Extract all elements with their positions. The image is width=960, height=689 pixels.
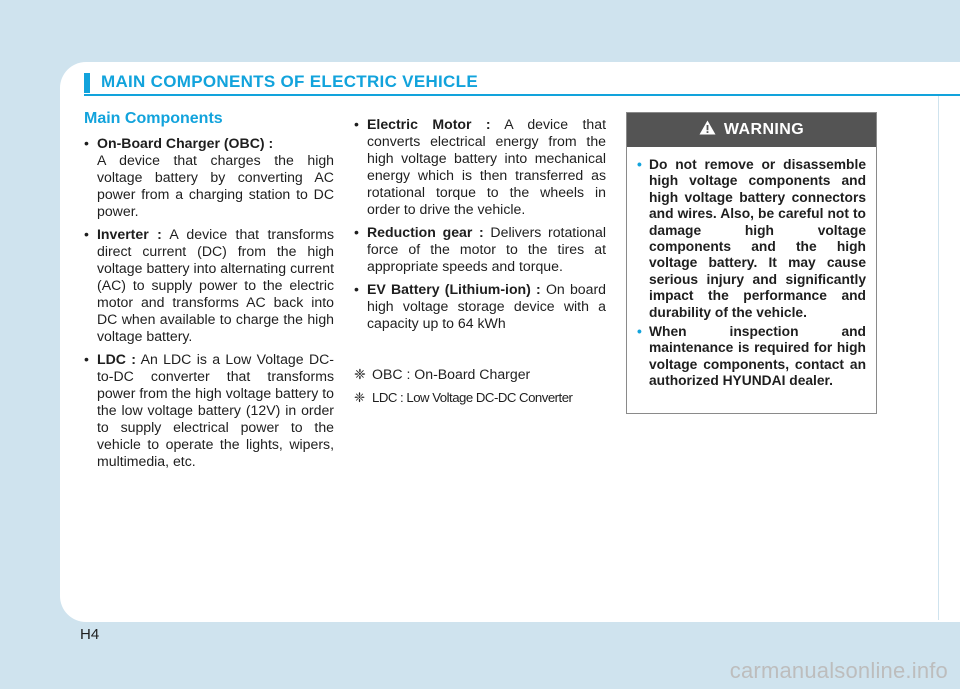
spacer bbox=[354, 338, 606, 360]
bullet: • bbox=[84, 226, 89, 242]
warning-item bbox=[637, 324, 866, 390]
component-item-obc bbox=[84, 135, 334, 220]
left-column bbox=[84, 110, 334, 476]
component-description: Delivers rotational force of the motor to the tires at appropriate speeds and torque. bbox=[367, 224, 606, 274]
component-item-inverter bbox=[84, 226, 334, 345]
component-item-ldc bbox=[84, 351, 334, 470]
note-mark: ❈ bbox=[354, 366, 366, 382]
bullet: • bbox=[84, 351, 89, 367]
page-title: MAIN COMPONENTS OF ELECTRIC VEHICLE bbox=[101, 72, 478, 91]
component-item-electric-motor bbox=[354, 116, 606, 218]
warning-box bbox=[626, 112, 877, 414]
component-description: A device that charges the high voltage battery by converting AC power from a charging station to DC power. bbox=[97, 152, 334, 219]
note-mark: ❈ bbox=[354, 390, 365, 405]
page-edge-line bbox=[938, 96, 939, 620]
watermark-text: carmanualsonline.info bbox=[729, 658, 948, 683]
warning-item bbox=[637, 157, 866, 321]
header-underline bbox=[84, 94, 960, 96]
bullet: • bbox=[84, 135, 89, 151]
section-header bbox=[84, 72, 960, 94]
component-item-ev-battery bbox=[354, 281, 606, 332]
note-text: LDC : Low Voltage DC-DC Converter bbox=[372, 390, 573, 405]
warning-triangle-icon bbox=[699, 120, 716, 140]
component-description: On board high voltage storage device with a capacity up to 64 kWh bbox=[367, 281, 606, 331]
bullet: • bbox=[354, 281, 359, 297]
right-column bbox=[354, 116, 606, 406]
warning-text: When inspection and maintenance is required for high voltage components, contact an authorized HYUNDAI dealer. bbox=[649, 324, 866, 389]
component-term: Electric Motor : bbox=[367, 116, 491, 132]
header-accent-bar bbox=[84, 73, 90, 93]
component-description: A device that transforms direct current (DC) from the high voltage battery into alternating current (AC) to supply power to the electric motor and transforms AC back into DC when available to charge the high voltage battery. bbox=[97, 226, 335, 344]
bullet: • bbox=[354, 116, 359, 132]
component-term: LDC : bbox=[97, 351, 136, 367]
warning-header bbox=[627, 113, 876, 147]
bullet: • bbox=[637, 157, 642, 172]
warning-text: Do not remove or disassemble high voltage components and high voltage battery connectors and wires. Also, be careful not to damage high voltage components and the high voltage battery. It may cause serious injury and significantly impact the performance and durability of the vehicle. bbox=[649, 157, 866, 320]
component-term: Reduction gear : bbox=[367, 224, 484, 240]
component-description: An LDC is a Low Voltage DC-to-DC converter that transforms power from the high voltage battery to the low voltage battery (12V) in order to supply electrical power to the vehicle to operate the lights, wipers, multimedia, etc. bbox=[97, 351, 335, 469]
page-number: H4 bbox=[80, 626, 100, 643]
component-term: Inverter : bbox=[97, 226, 162, 242]
note-ldc bbox=[354, 389, 606, 406]
bullet: • bbox=[637, 324, 642, 340]
component-term: EV Battery (Lithium-ion) : bbox=[367, 281, 541, 297]
warning-body bbox=[627, 147, 876, 390]
component-item-reduction-gear bbox=[354, 224, 606, 275]
note-text: OBC : On-Board Charger bbox=[372, 366, 531, 382]
note-obc bbox=[354, 366, 606, 383]
warning-label: WARNING bbox=[723, 121, 805, 138]
component-description: A device that converts electrical energy from the high voltage battery into mechanical energy which is then transferred as rotational torque to the wheels in order to drive the vehicle. bbox=[367, 116, 607, 217]
bullet: • bbox=[354, 224, 359, 240]
section-title: Main Components bbox=[84, 110, 223, 127]
component-term: On-Board Charger (OBC) : bbox=[97, 135, 274, 151]
